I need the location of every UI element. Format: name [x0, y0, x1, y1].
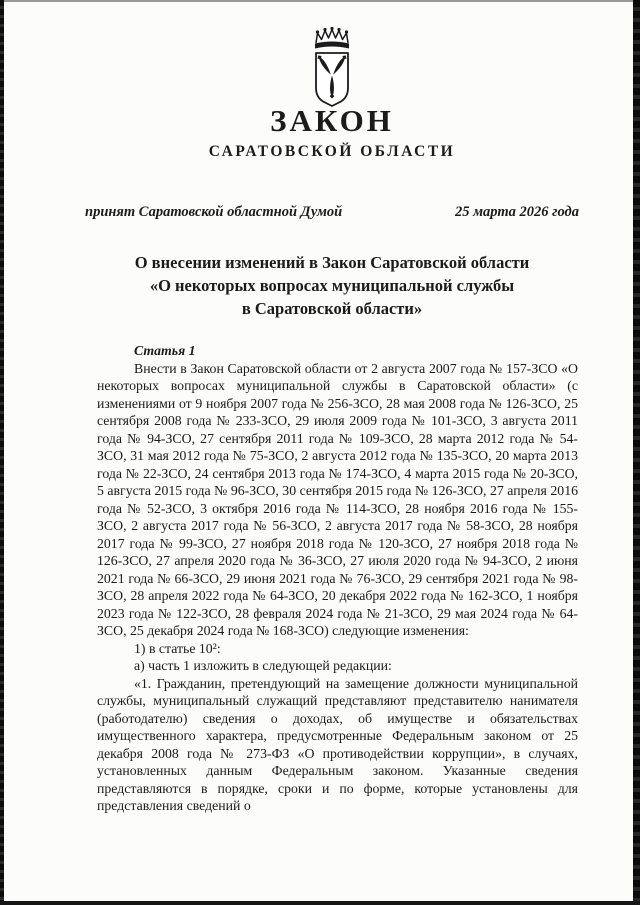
adoption-date: 25 марта 2026 года	[454, 204, 579, 220]
saratov-coat-of-arms-icon	[294, 24, 370, 108]
intro-paragraph: Внести в Закон Саратовской области от 2 августа 2007 года № 157-ЗСО «О некоторых вопросах муниципальной службы в Саратовской области» (с изменениями от 9 ноября 2007 года № 256-ЗСО, 28 мая 2008 года № 126-ЗСО, 25 сентября 2008 года № 233-ЗСО, 29 июля 2009 года № 101-ЗСО, 3 августа 2011 года № 94-ЗСО, 27 сентября 2011 года № 109-ЗСО, 28 марта 2012 года № 54-ЗСО, 31 мая 2012 года № 75-ЗСО, 2 августа 2012 года № 135-ЗСО, 20 марта 2013 года № 22-ЗСО, 24 сентября 2013 года № 174-ЗСО, 4 марта 2015 года № 20-ЗСО, 5 августа 2015 года № 96-ЗСО, 30 сентября 2015 года № 126-ЗСО, 27 апреля 2016 года № 52-ЗСО, 3 октября 2016 года № 114-ЗСО, 28 ноября 2016 года № 155-ЗСО, 2 августа 2017 года № 56-ЗСО, 2 августа 2017 года № 58-ЗСО, 28 ноября 2017 года № 99-ЗСО, 27 ноября 2018 года № 120-ЗСО, 27 ноября 2018 года № 126-ЗСО, 27 апреля 2020 года № 36-ЗСО, 27 июля 2020 года № 94-ЗСО, 2 июня 2021 года № 66-ЗСО, 29 июня 2021 года № 76-ЗСО, 29 сентября 2021 года № 98-ЗСО, 28 апреля 2022 года № 64-ЗСО, 20 декабря 2022 года № 162-ЗСО, 1 ноября 2023 года № 122-ЗСО, 28 февраля 2024 года № 21-ЗСО, 29 мая 2024 года № 64-ЗСО, 25 декабря 2024 года № 168-ЗСО) следующие изменения:	[97, 360, 578, 638]
crown-icon	[315, 27, 349, 49]
shield-icon	[316, 53, 348, 106]
amendment-item-1a: а) часть 1 изложить в следующей редакции:	[134, 658, 392, 673]
quoted-new-wording-paragraph: «1. Гражданин, претендующий на замещение должности муниципальной службы, муниципальный служащий представляют представителю нанимателя (работодателю) сведения о доходах, об имуществе и обязательствах имущественного характера, предусмотренные Федеральным законом от 25 декабря 2008 года № 273-ФЗ «О противодействии коррупции», в случаях, установленных данным Федеральным законом. Указанные сведения представляются в порядке, сроки и по форме, которые установлены для представления сведений о	[97, 675, 578, 813]
document-type-heading: ЗАКОН	[270, 103, 394, 138]
law-title-line-2: «О некоторых вопросах муниципальной службы	[149, 276, 515, 295]
law-body	[97, 342, 578, 815]
scan-edge-bottom	[0, 901, 640, 905]
emblem-container	[85, 24, 579, 108]
region-subheading: САРАТОВСКОЙ ОБЛАСТИ	[208, 143, 456, 160]
scan-edge-top	[0, 0, 640, 2]
scan-edge-left	[0, 0, 4, 905]
amendment-item-1: 1) в статье 10²:	[134, 640, 221, 656]
law-title-line-1: О внесении изменений в Закон Саратовской области	[134, 253, 530, 272]
article-1-heading: Статья 1	[134, 343, 196, 358]
law-title-line-3: в Саратовской области»	[241, 299, 423, 318]
adopted-by-text: принят Саратовской областной Думой	[85, 204, 343, 220]
adoption-line	[85, 204, 579, 221]
law-title	[85, 251, 579, 320]
scan-edge-right	[633, 0, 640, 905]
